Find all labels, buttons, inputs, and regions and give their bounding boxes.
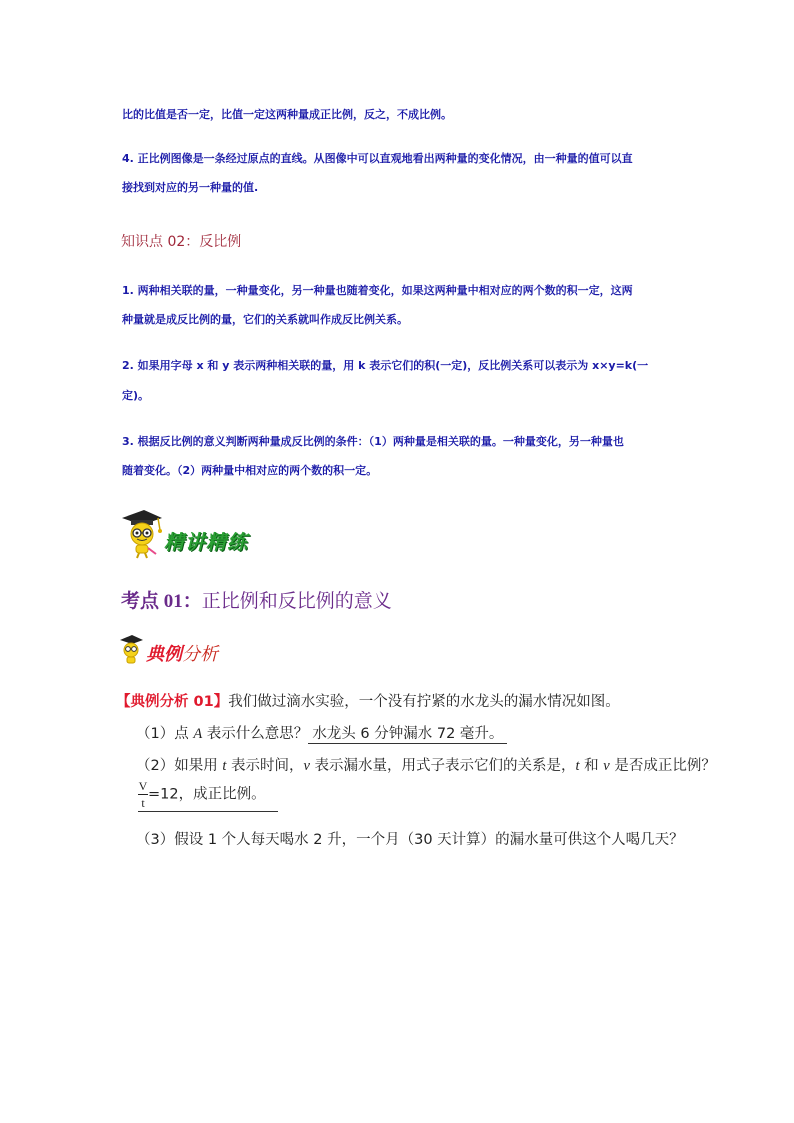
question-1-prefix: （1）点 [136, 726, 194, 742]
section-banner [118, 506, 268, 560]
text-line: 接找到对应的另一种量的值. [122, 181, 259, 194]
text-line: 随着变化。（2）两种量中相对应的两个数的积一定。 [122, 464, 378, 477]
fraction-v-over-t [138, 780, 148, 809]
example-intro-line [116, 690, 620, 711]
graduate-mascot-icon [118, 506, 168, 560]
exam-point-text: 正比例和反比例的意义 [201, 590, 392, 612]
example-banner-label-a: 典例 [146, 644, 182, 665]
exam-point-heading [121, 586, 392, 613]
q2-var-t: t [575, 758, 580, 774]
graduate-mascot-small-icon [118, 632, 146, 666]
example-tag: 【典例分析 01】 [116, 694, 229, 710]
knowledge-point-title: 知识点 02：反比例 [121, 234, 242, 250]
question-2-answer [138, 780, 278, 812]
point-a-var: A [193, 726, 203, 742]
q2-part: 表示时间， [226, 758, 304, 774]
example-banner [118, 632, 248, 668]
question-1-answer: 水龙头 6 分钟漏水 72 毫升。 [308, 726, 507, 744]
text-line: 2. 如果用字母 x 和 y 表示两种相关联的量，用 k 表示它们的积(一定)，反比例关系可以表示为 x×y=k(一 [122, 359, 649, 372]
question-1-text: 表示什么意思？ [202, 726, 309, 742]
exam-point-prefix: 考点 01： [121, 591, 202, 612]
text-line: 种量就是成反比例的量，它们的关系就叫作成反比例关系。 [122, 313, 408, 326]
q2-part: 表示漏水量，用式子表示它们的关系是， [309, 758, 576, 774]
text-line: 1. 两种相关联的量，一种量变化，另一种量也随着变化，如果这两种量中相对应的两个数的积一定，这两 [122, 284, 633, 297]
text-line: 4. 正比例图像是一条经过原点的直线。从图像中可以直观地看出两种量的变化情况，由一种量的值可以直 [122, 152, 633, 165]
example-banner-label [146, 640, 218, 666]
q2-part: （2）如果用 [136, 758, 223, 774]
q2-var-v: v [303, 758, 310, 774]
question-2 [136, 754, 716, 775]
q2-var-t: t [222, 758, 227, 774]
example-banner-label-b: 分析 [182, 644, 218, 665]
fraction-numerator: V [138, 779, 148, 793]
section-banner-label: 精讲精练 [164, 530, 248, 554]
example-intro: 我们做过滴水实验，一个没有拧紧的水龙头的漏水情况如图。 [228, 694, 620, 710]
text-line: 比的比值是否一定，比值一定这两种量成正比例，反之，不成比例。 [122, 108, 452, 121]
q2-part: 和 [579, 758, 604, 774]
question-2-answer-text: =12，成正比例。 [148, 786, 266, 803]
question-1 [136, 722, 507, 743]
q2-part: 是否成正比例？ [609, 758, 716, 774]
question-3: （3）假设 1 个人每天喝水 2 升，一个月（30 天计算）的漏水量可供这个人喝几天？ [136, 832, 684, 848]
fraction-denominator: t [141, 796, 145, 810]
text-line: 定)。 [122, 389, 150, 402]
q2-var-v: v [603, 758, 610, 774]
text-line: 3. 根据反比例的意义判断两种量成反比例的条件：（1）两种量是相关联的量。一种量变化，另一种量也 [122, 435, 624, 448]
